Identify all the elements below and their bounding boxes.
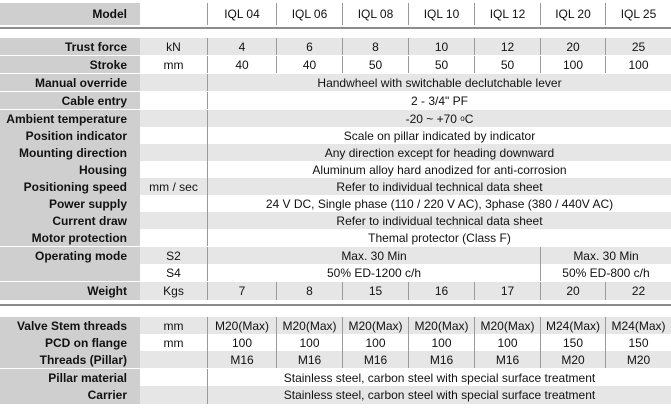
row-unit: mm / sec [140,178,207,195]
value-cell: M20(Max) [474,317,540,334]
spec-row-power-supply [0,195,671,212]
value-cell: 8 [276,282,342,300]
spec-row-threads-pillar [0,351,671,368]
row-unit: mm [140,56,207,73]
row-unit [140,369,207,386]
value-cell: M16 [408,351,474,368]
value-cell: 40 [207,56,276,73]
spec-row-positioning-speed [0,178,671,195]
row-unit [140,195,207,212]
row-label: Valve Stem threads [0,317,140,334]
header-unit-cell [140,3,207,25]
spanning-value: Any direction except for heading downward [207,144,671,161]
value-cell: 12 [474,38,540,55]
value-cell: 100 [605,56,671,73]
spec-row-weight [0,282,671,300]
row-label: Power supply [0,195,140,212]
row-label: Housing [0,161,140,178]
spec-row-housing [0,161,671,178]
row-label: Ambient temperature [0,110,140,127]
separator [0,304,671,306]
header-row [0,3,671,25]
model-col: IQL 04 [207,3,276,25]
row-unit: S4 [140,264,207,281]
spec-row-current-draw [0,212,671,229]
row-label [0,264,140,281]
row-label: Weight [0,282,140,300]
row-label: Current draw [0,212,140,229]
spec-row-pcd [0,334,671,351]
row-unit [140,74,207,91]
row-unit [140,161,207,178]
value-cell: 50 [342,56,408,73]
value-cell: 150 [605,334,671,351]
row-unit [140,212,207,229]
spanning-value: Refer to individual technical data sheet [207,212,671,229]
value-cell: 7 [207,282,276,300]
row-unit [140,127,207,144]
spec-row-pillar-material [0,369,671,386]
value-cell: 50 [474,56,540,73]
row-label: Pillar material [0,369,140,386]
value-cell: M24(Max) [605,317,671,334]
value-cell: 6 [276,38,342,55]
value-cell: 150 [540,334,605,351]
value-cell: 4 [207,38,276,55]
value-cell: M20 [540,351,605,368]
model-col: IQL 25 [605,3,671,25]
row-label: Position indicator [0,127,140,144]
row-unit: S2 [140,247,207,264]
row-label: Carrier [0,386,140,404]
value-cell: 20 [540,38,605,55]
spec-row-manual-override [0,74,671,91]
header-label: Model [0,3,140,25]
row-label: Threads (Pillar) [0,351,140,368]
value-cell: M16 [474,351,540,368]
value-cell: 100 [408,334,474,351]
spanning-value: Refer to individual technical data sheet [207,178,671,195]
row-unit: kN [140,38,207,55]
row-label: Motor protection [0,229,140,246]
value-cell: 20 [540,282,605,300]
row-unit: mm [140,334,207,351]
model-col: IQL 10 [408,3,474,25]
value-cell: 100 [207,334,276,351]
row-label: PCD on flange [0,334,140,351]
row-unit [140,386,207,404]
value-cell: Max. 30 Min [540,247,671,264]
value-cell: 50% ED-1200 c/h [207,264,540,281]
value-cell: 50% ED-800 c/h [540,264,671,281]
value-cell: M20(Max) [207,317,276,334]
value-cell: 100 [276,334,342,351]
row-unit [140,229,207,246]
value-cell: 22 [605,282,671,300]
spec-row-thrust [0,38,671,55]
spec-row-carrier [0,386,671,404]
ambient-unit: C [464,111,474,126]
row-label: Trust force [0,38,140,55]
spanning-value: Themal protector (Class F) [207,229,671,246]
row-unit: Kgs [140,282,207,300]
row-label: Positioning speed [0,178,140,195]
spec-row-valve-stem [0,317,671,334]
value-cell: M24(Max) [540,317,605,334]
value-cell: 17 [474,282,540,300]
value-cell: M20(Max) [342,317,408,334]
value-cell: 50 [408,56,474,73]
spec-row-mounting [0,144,671,161]
value-cell: 16 [408,282,474,300]
value-cell: 100 [342,334,408,351]
value-cell: 100 [540,56,605,73]
spec-row-stroke [0,56,671,73]
spec-row-operating-mode-s2 [0,247,671,264]
model-col: IQL 20 [540,3,605,25]
value-cell: M20(Max) [276,317,342,334]
value-cell: 15 [342,282,408,300]
model-col: IQL 12 [474,3,540,25]
row-label: Operating mode [0,247,140,264]
row-unit [140,110,207,127]
row-label: Mounting direction [0,144,140,161]
row-unit [140,92,207,109]
spanning-value: Handwheel with switchable declutchable lever [207,74,671,91]
value-cell: Max. 30 Min [207,247,540,264]
separator [0,27,671,29]
value-cell: 10 [408,38,474,55]
value-cell: M20(Max) [408,317,474,334]
model-col: IQL 08 [342,3,408,25]
spanning-value: -20 ~ +70 o C [207,110,671,127]
row-unit [140,351,207,368]
row-label: Cable entry [0,92,140,109]
spanning-value: Stainless steel, carbon steel with special surface treatment [207,369,671,386]
value-cell: 8 [342,38,408,55]
row-label: Manual override [0,74,140,91]
value-cell: 25 [605,38,671,55]
value-cell: M16 [276,351,342,368]
value-cell: M16 [207,351,276,368]
spanning-value: Scale on pillar indicated by indicator [207,127,671,144]
row-unit [140,144,207,161]
value-cell: 100 [474,334,540,351]
ambient-range: -20 ~ +70 [405,111,461,126]
spanning-value: Aluminum alloy hard anodized for anti-corrosion [207,161,671,178]
spec-row-position-indicator [0,127,671,144]
model-col: IQL 06 [276,3,342,25]
spanning-value: Stainless steel, carbon steel with special surface treatment [207,386,671,404]
spec-row-motor-protection [0,229,671,246]
spanning-value: 24 V DC, Single phase (110 / 220 V AC), 3phase (380 / 440V AC) [207,195,671,212]
spanning-value: 2 - 3/4" PF [207,92,671,109]
row-unit: mm [140,317,207,334]
spec-row-cable-entry [0,92,671,109]
row-label: Stroke [0,56,140,73]
value-cell: M20 [605,351,671,368]
value-cell: 40 [276,56,342,73]
value-cell: M16 [342,351,408,368]
spec-row-operating-mode-s4 [0,264,671,281]
spec-row-ambient [0,110,671,127]
